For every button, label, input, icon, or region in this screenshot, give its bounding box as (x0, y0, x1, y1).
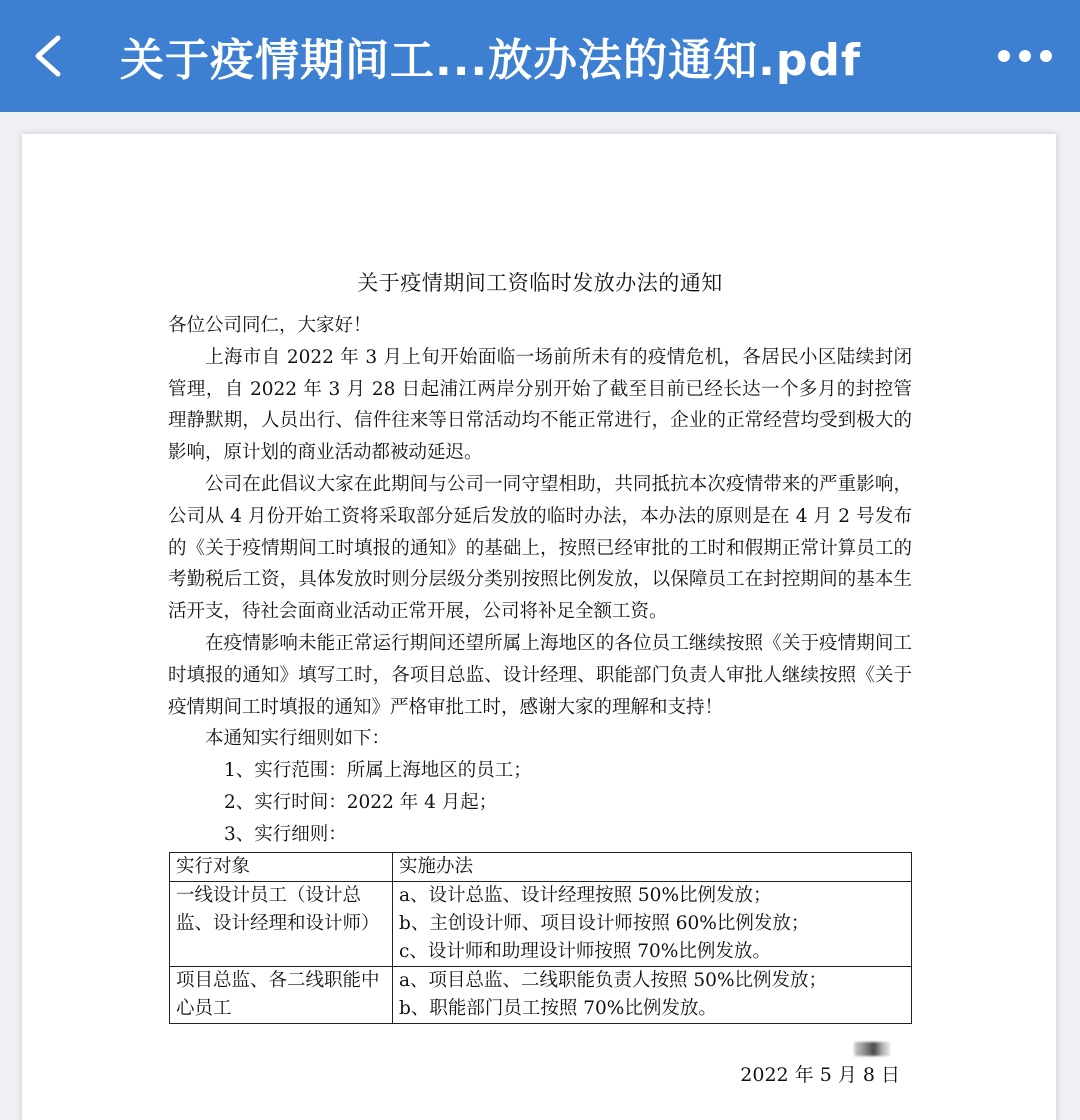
more-options-button[interactable] (970, 0, 1080, 112)
document-date: 2022 年 5 月 8 日 (740, 1064, 900, 1086)
row-target: 项目总监、各二线职能中心员工 (170, 966, 393, 1023)
paragraph-4: 本通知实行细则如下： (205, 728, 391, 750)
paragraph-3: 在疫情影响未能正常运行期间还望所属上海地区的各位员工继续按照《关于疫情期间工时填报的通知》填写工时，各项目总监、设计经理、职能部门负责人审批人继续按照《关于疫情期间工时填报的通知》严格审批工时，感谢大家的理解和支持！ (168, 632, 912, 718)
pdf-viewer[interactable] (0, 112, 1080, 1120)
back-button[interactable] (0, 0, 96, 112)
top-app-bar (0, 0, 1080, 112)
redacted-mark (854, 1042, 890, 1056)
list-item-time: 2、实行时间：2022 年 4 月起； (224, 791, 498, 813)
table-row (170, 881, 912, 966)
method-item: c、设计师和助理设计师按照 70%比例发放。 (399, 940, 771, 962)
list-item-scope: 1、实行范围：所属上海地区的员工； (224, 760, 532, 782)
rules-table (169, 852, 912, 1024)
more-horizontal-icon (997, 49, 1053, 63)
document-title: 关于疫情期间工...放办法的通知.pdf (120, 35, 861, 86)
row-methods (393, 881, 912, 966)
method-item: a、项目总监、二线职能负责人按照 50%比例发放； (399, 969, 828, 991)
notice-title: 关于疫情期间工资临时发放办法的通知 (357, 271, 723, 295)
pdf-page (22, 134, 1056, 1120)
row-target: 一线设计员工（设计总监、设计经理和设计师） (170, 881, 393, 966)
signature-block (700, 1042, 900, 1092)
chevron-left-icon (30, 34, 66, 78)
method-item: b、主创设计师、项目设计师按照 60%比例发放； (399, 912, 810, 934)
header-target: 实行对象 (170, 852, 393, 881)
row-methods (393, 966, 912, 1023)
header-method: 实施办法 (393, 852, 912, 881)
paragraph-2: 公司在此倡议大家在此期间与公司一同守望相助，共同抵抗本次疫情带来的严重影响，公司从 4 月份开始工资将采取部分延后发放的临时办法，本办法的原则是在 4 月 2 号发布的《关于疫情期间工时填报的通知》的基础上，按照已经审批的工时和假期正常计算员工的考勤税后工资，具体发放时则分层级分类别按照比例发放，以保障员工在封控期间的基本生活开支，待社会面商业活动正常开展，公司将补足全额工资。 (168, 473, 912, 623)
method-item: b、职能部门员工按照 70%比例发放。 (399, 997, 717, 1019)
table-header-row (170, 852, 912, 881)
greeting: 各位公司同仁，大家好！ (168, 315, 372, 336)
paragraph-1: 上海市自 2022 年 3 月上旬开始面临一场前所未有的疫情危机，各居民小区陆续封闭管理，自 2022 年 3 月 28 日起浦江两岸分别开始了截至目前已经长达一个多月的封控管理静默期，人员出行、信件往来等日常活动均不能正常进行，企业的正常经营均受到极大的影响，原计划的商业活动都被动延迟。 (168, 346, 912, 464)
method-item: a、设计总监、设计经理按照 50%比例发放； (399, 884, 772, 906)
list-item-rules: 3、实行细则： (224, 823, 347, 845)
document-body (168, 268, 912, 1024)
table-row (170, 966, 912, 1023)
